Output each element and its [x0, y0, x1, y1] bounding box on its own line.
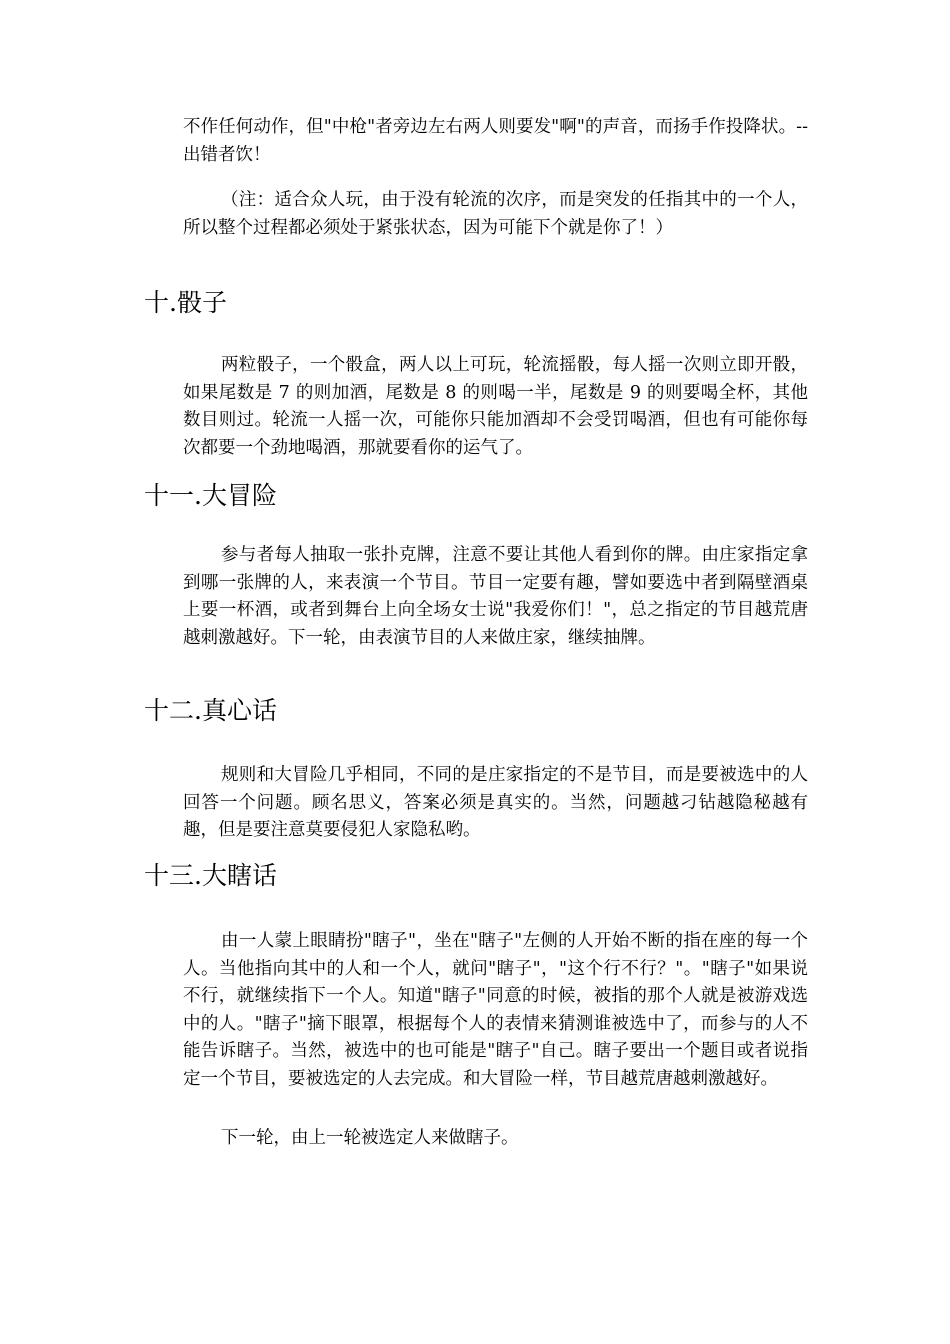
section-heading-truth: 十二.真心话 — [144, 696, 277, 725]
section-paragraph-dare: 参与者每人抽取一张扑克牌，注意不要让其他人看到你的牌。由庄家指定拿到哪一张牌的人，来表演一个节目。节目一定要有趣，譬如要选中者到隔壁酒桌上要一杯酒，或者到舞台上向全场女士说"我爱你们！"，总之指定的节目越荒唐越刺激越好。下一轮，由表演节目的人来做庄家，继续抽牌。 — [183, 545, 808, 648]
section-heading-blind: 十三.大瞎话 — [144, 861, 277, 890]
section-paragraph-truth: 规则和大冒险几乎相同，不同的是庄家指定的不是节目，而是要被选中的人回答一个问题。顾名思义，答案必须是真实的。当然，问题越刁钻越隐秘越有趣，但是要注意莫要侵犯人家隐私哟。 — [183, 765, 808, 840]
paragraph-continuation: 不作任何动作，但"中枪"者旁边左右两人则要发"啊"的声音，而扬手作投降状。--出错者饮！ — [183, 117, 808, 165]
section-heading-dice: 十.骰子 — [144, 288, 227, 317]
section-heading-dare: 十一.大冒险 — [144, 481, 277, 510]
section-paragraph-blind-next: 下一轮，由上一轮被选定人来做瞎子。 — [221, 1128, 519, 1148]
section-paragraph-blind: 由一人蒙上眼睛扮"瞎子"，坐在"瞎子"左侧的人开始不断的指在座的每一个人。当他指向其中的人和一个人，就问"瞎子"，"这个行不行？"。"瞎子"如果说不行，就继续指下一个人。知道"瞎子"同意的时候，被指的那个人就是被游戏选中的人。"瞎子"摘下眼罩，根据每个人的表情来猜测谁被选中了，而参与的人不能告诉瞎子。当然，被选中的也可能是"瞎子"自己。瞎子要出一个题目或者说指定一个节目，要被选定的人去完成。和大冒险一样，节目越荒唐越刺激越好。 — [183, 931, 808, 1089]
section-paragraph-dice: 两粒骰子，一个骰盒，两人以上可玩，轮流摇骰，每人摇一次则立即开骰，如果尾数是 7 的则加酒，尾数是 8 的则喝一半，尾数是 9 的则要喝全杯，其他数目则过。轮流一人摇一次，可能你只能加酒却不会受罚喝酒，但也有可能你每次都要一个劲地喝酒，那就要看你的运气了。 — [183, 355, 808, 458]
paragraph-note: （注：适合众人玩，由于没有轮流的次序，而是突发的任指其中的一个人，所以整个过程都必须处于紧张状态，因为可能下个就是你了！） — [183, 190, 808, 238]
